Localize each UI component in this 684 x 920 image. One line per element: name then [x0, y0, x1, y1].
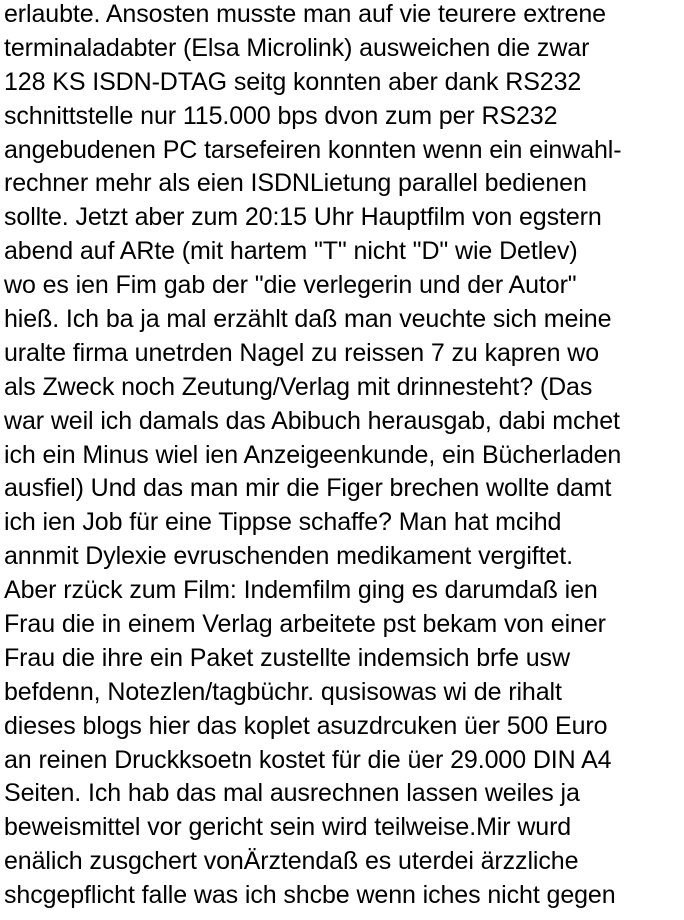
- text-line-22: dieses blogs hier das koplet asuzdrcuken üer 500 Euro: [4, 711, 608, 740]
- text-line-8: abend auf ARte (mit hartem "T" nicht "D" wie Detlev): [4, 237, 578, 266]
- text-line-21: befdenn, Notezlen/tagbüchr. qusisowas wi de rihalt: [4, 677, 562, 706]
- text-line-27: shcgepflicht falle was ich shcbe wenn iches nicht gegen: [4, 881, 616, 910]
- text-line-19: Frau die in einem Verlag arbeitete pst bekam von einer: [4, 610, 606, 639]
- text-line-26: enälich zusgchert vonÄrztendaß es uterdei ärzzliche: [4, 847, 579, 876]
- text-line-11: uralte firma unetrden Nagel zu reissen 7 zu kapren wo: [4, 338, 600, 367]
- text-line-15: ausfiel) Und das man mir die Figer brechen wollte damt: [4, 474, 612, 503]
- text-line-9: wo es ien Fim gab der "die verlegerin und der Autor": [4, 271, 577, 300]
- text-line-1: erlaubte. Ansosten musste man auf vie teurere extrene: [4, 0, 606, 28]
- text-line-25: beweismittel vor gericht sein wird teilweise.Mir wurd: [4, 813, 572, 842]
- text-line-16: ich ien Job für eine Tippse schaffe? Man hat mcihd: [4, 508, 562, 537]
- text-line-6: rechner mehr als eien ISDNLietung parallel bedienen: [4, 169, 587, 198]
- text-line-7: sollte. Jetzt aber zum 20:15 Uhr Hauptfilm von egstern: [4, 203, 602, 232]
- text-line-5: angebudenen PC tarsefeiren konnten wenn ein einwahl-: [4, 135, 622, 164]
- body-text: [4, 0, 682, 913]
- text-line-18: Aber rzück zum Film: Indemfilm ging es darumdaß ien: [4, 576, 598, 605]
- text-line-13: war weil ich damals das Abibuch herausgab, dabi mchet: [4, 406, 620, 435]
- text-line-20: Frau die ihre ein Paket zustellte indemsich brfe usw: [4, 643, 570, 672]
- text-line-12: als Zweck noch Zeutung/Verlag mit drinnesteht? (Das: [4, 372, 593, 401]
- text-line-3: 128 KS ISDN-DTAG seitg konnten aber dank RS232: [4, 67, 582, 96]
- text-line-10: hieß. Ich ba ja mal erzählt daß man veuchte sich meine: [4, 305, 612, 334]
- text-line-14: ich ein Minus wiel ien Anzeigeenkunde, ein Bücherladen: [4, 440, 622, 469]
- text-line-23: an reinen Druckksoetn kostet für die üer 29.000 DIN A4: [4, 745, 612, 774]
- text-line-24: Seiten. Ich hab das mal ausrechnen lassen weiles ja: [4, 779, 580, 808]
- text-line-17: annmit Dylexie evruschenden medikament vergiftet.: [4, 542, 573, 571]
- text-line-2: terminaladabter (Elsa Microlink) ausweichen die zwar: [4, 33, 590, 62]
- text-line-4: schnittstelle nur 115.000 bps dvon zum per RS232: [4, 101, 558, 130]
